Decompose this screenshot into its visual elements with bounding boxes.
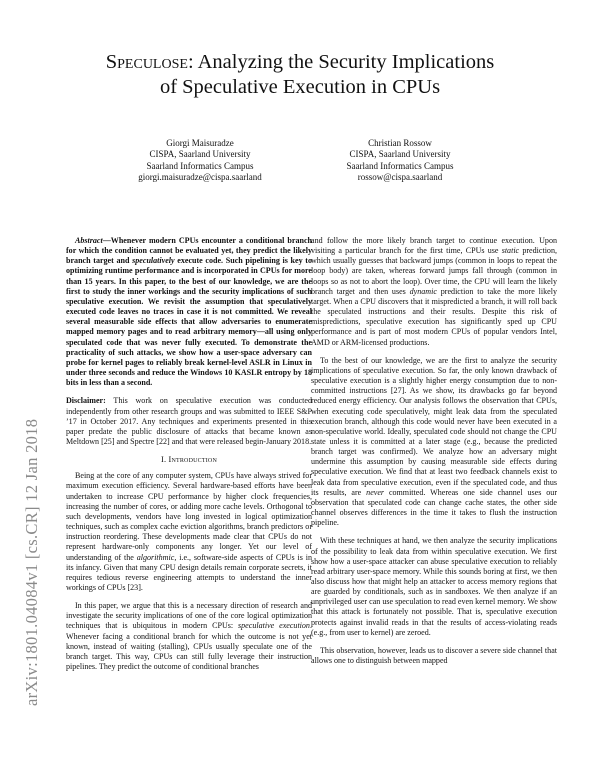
- left-column: [66, 236, 312, 672]
- author-block-1: [85, 138, 315, 184]
- disclaimer-text: This work on speculative execution was conducted independently from other research groups and was submitted to IEEE S&P ’17 in October 2017. Any techniques and experiments presented in this paper predate the public disclosure of attacks that became known as Meltdown [25] and Spectre [22] and that were released begin-January 2018.: [66, 396, 312, 446]
- paper-title: [0, 50, 600, 100]
- right-column: [311, 236, 557, 666]
- intro-paragraph-1: [66, 471, 312, 593]
- right-p1-b: prediction, which usually guesses that backward jumps (common in loops to repeat the loop body) are taken, whereas forward jumps fall through (common in loops so as not to abort the loop). Over time, the CPU will learn the likely branch target and then uses: [311, 246, 557, 296]
- right-p2-b: committed. Whereas one side channel uses our observation that speculated code can change cache states, the other side channel observes differences in the time it takes to flush the instruction pipeline.: [311, 487, 557, 528]
- title-line-2: of Speculative Execution in CPUs: [159, 76, 441, 98]
- intro-p2-b: . Whenever facing a conditional branch for which the outcome is not yet known, instead of waiting (stalling), CPUs usually speculate one of the branch target. This way, CPUs can still fully leverage their instruction pipelines. They predict the outcome of conditional branches: [66, 621, 312, 672]
- title-line1-rest: : Analyzing the Security Implications: [187, 51, 495, 73]
- intro-p2-a: In this paper, we argue that this is a necessary direction of research and investigate the security implications of one of the core logical optimization techniques that is ubiquitous in modern CPUs:: [66, 601, 312, 631]
- intro-p2-emphasis: speculative execution: [238, 621, 310, 631]
- intro-paragraph-2: [66, 601, 312, 672]
- right-p1-emphasis-1: static: [501, 246, 520, 256]
- right-paragraph-4: This observation, however, leads us to discover a severe side channel that allows one to distinguish between mapped: [311, 645, 557, 666]
- author-block-2: [285, 138, 515, 184]
- author-name: Christian Rossow: [368, 138, 432, 148]
- author-name: Giorgi Maisuradze: [166, 138, 234, 148]
- author-campus: Saarland Informatics Campus: [346, 160, 454, 171]
- right-p2-emphasis: never: [366, 487, 385, 497]
- right-p1-c: prediction to take the more likely target. When a CPU discovers that it mispredicted a branch, it will roll back the speculated instructions and their results. Despite this risk of mispredictions, speculative execution has significantly sped up CPU performance and is part of most modern CPUs of popular vendors Intel, AMD or ARM-licensed productions.: [311, 286, 557, 347]
- author-email: rossow@cispa.saarland: [357, 172, 443, 183]
- right-p1-a: and follow the more likely branch target to continue execution. Upon visiting a particular branch for the first time, CPUs use: [311, 236, 557, 256]
- abstract-emphasis: speculatively: [132, 256, 175, 266]
- arxiv-identifier: arXiv:1801.04084v1 [cs.CR] 12 Jan 2018: [22, 418, 41, 706]
- right-p2-a: To the best of our knowledge, we are the first to analyze the security implications of speculative execution. So far, the only known drawback of speculative execution is a slightly higher energy consumption due to non-committed instructions [27]. As we show, its drawbacks go far beyond reduced energy efficiency. Our analysis follows the observation that CPUs, when executing code speculatively, might leak data from the speculated execution branch, although this code would never have been executed in a non-speculative world. Ideally, speculated code should not change the CPU state unless it is committed at a later stage (e.g., because the predicted branch target was confirmed). We analyze how an adversary might undermine this assumption by causing measurable side effects during speculative execution. We find that at least two feedback channels exist to leak data from speculative execution, even if the speculated code, and thus its results, are: [311, 355, 557, 497]
- disclaimer: [66, 396, 312, 447]
- title-smallcaps: Speculose: [105, 51, 188, 73]
- right-paragraph-1: [311, 236, 557, 348]
- right-p1-emphasis-2: dynamic: [409, 286, 437, 296]
- section-heading: I. Introduction: [160, 455, 217, 465]
- abstract-text-b: execute code. Such pipelining is key to optimizing runtime performance and is incorporated in CPUs for more than 15 years. In this paper, to the best of our knowledge, we are the first to study the inner workings and the security implications of such speculative execution. We revisit the assumption that speculatively executed code leaves no traces in case it is not committed. We reveal several measurable side effects that allow adversaries to enumerate mapped memory pages and to read arbitrary memory—all using only speculated code that was never fully executed. To demonstrate the practicality of such attacks, we show how a user-space adversary can probe for kernel pages to reliably break kernel-level ASLR in Linux in under three seconds and reduce the Windows 10 KASLR entropy by 18 bits in less than a second.: [66, 256, 313, 388]
- right-paragraph-2: [311, 356, 557, 529]
- right-paragraph-3: With these techniques at hand, we then analyze the security implications of the possibility to leak data from within speculative execution. We first show how a user-space attacker can abuse speculative execution to reliably read arbitrary user-space memory. While this sounds boring at first, we then also discuss how that might help an attacker to access memory regions that are guarded by conditionals, such as in sandboxes. We then analyze if an unprivileged user can use speculation to read even kernel memory. We show that this attack is fortunately not possible. That is, speculative execution protects against invalid reads in that the results of access-violating reads (e.g., from user to kernel) are zeroed.: [311, 536, 557, 637]
- abstract-text-a: —Whenever modern CPUs encounter a conditional branch for which the condition cannot be evaluated yet, they predict the likely branch target and: [66, 236, 312, 266]
- title-line-1: [0, 50, 600, 75]
- abstract: [66, 236, 312, 388]
- author-email: giorgi.maisuradze@cispa.saarland: [138, 172, 262, 183]
- author-affiliation: CISPA, Saarland University: [349, 149, 451, 160]
- author-campus: Saarland Informatics Campus: [146, 160, 254, 171]
- intro-p1-emphasis: algorithmic: [136, 552, 175, 562]
- intro-p1-b: , i.e., software-side aspects of CPUs is in its infancy. Given that many CPU design details remain corporate secrets, it requires tedious reverse engineering attempts to understand the inner workings of CPUs [23].: [66, 552, 312, 592]
- disclaimer-lead: Disclaimer:: [66, 396, 106, 406]
- intro-p1-a: Being at the core of any computer system, CPUs have always strived for maximum execution efficiency. Several hardware-based efforts have been undertaken to increase CPU performance by higher clock frequencies, increasing the number of cores, or adding more cache levels. Orthogonal to such developments, vendors have long invested in logical optimization techniques, such as complex cache eviction algorithms, branch predictors or instruction reordering. These developments made clear that CPUs do not represent hardware-only components any longer. Yet our level of understanding of the: [66, 471, 312, 562]
- abstract-lead: Abstract: [75, 236, 103, 245]
- author-affiliation: CISPA, Saarland University: [149, 149, 251, 160]
